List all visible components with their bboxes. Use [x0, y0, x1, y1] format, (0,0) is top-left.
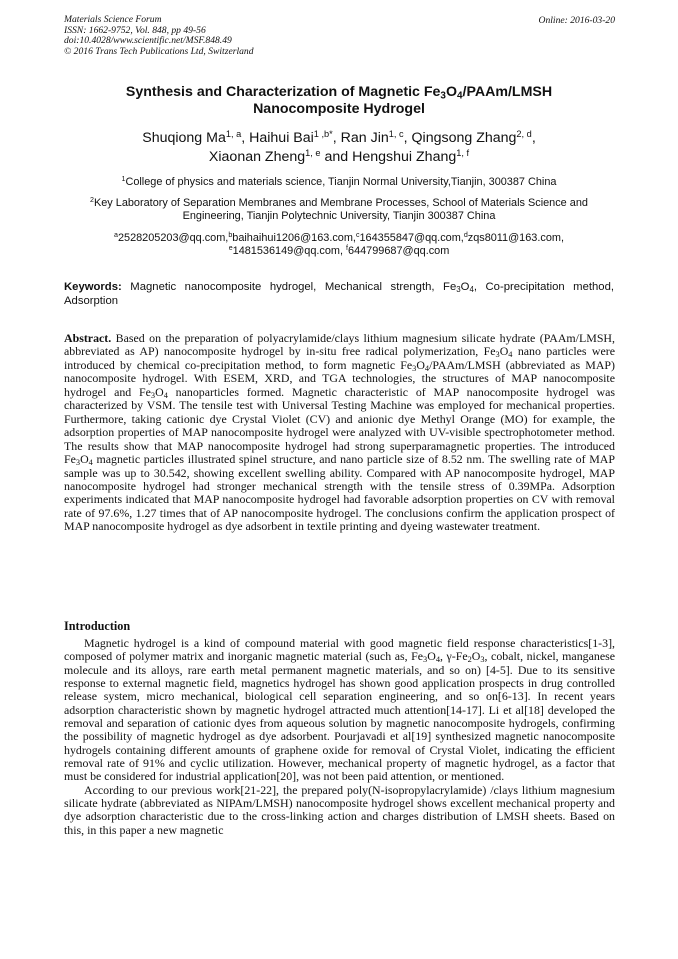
- paragraph: According to our previous work[21-22], the prepared poly(N-isopropylacrylamide) /clays lithium magnesium silicate hydrate (abbreviated as NIPAm/LMSH) nanocomposite hydrogel shows excellent mechanical property and dye adsorption characteristic due to the cross-linking action and charges distribution of LMSH sheets. Based on this, in this paper a new magnetic: [64, 782, 615, 837]
- issn-line: ISSN: 1662-9752, Vol. 848, pp 49-56: [64, 24, 206, 36]
- email-link[interactable]: 2528205203@qq.com,: [117, 232, 229, 244]
- introduction-body: [64, 637, 615, 837]
- abstract-label: Abstract.: [64, 331, 112, 345]
- author-list: Shuqiong Ma$^{1, a}$, Haihui Bai$^{1 ,b*}$, Ran Jin$^{1, c}$, Qingsong Zhang$^{2, d}$, Xiaonan Zheng$^{1, e}$ and Hengshui Zhang$^{1, f}$: [142, 128, 536, 165]
- copyright-line: © 2016 Trans Tech Publications Ltd, Switzerland: [64, 45, 254, 57]
- author-name: Xiaonan Zheng: [208, 149, 306, 165]
- keywords-block: Keywords: Magnetic nanocomposite hydrogel, Mechanical strength, $Fe_3O_4$, Co-precipitation method, Adsorption: [64, 281, 615, 307]
- author-name: Hengshui Zhang: [352, 149, 457, 165]
- author-name: Haihui Bai: [249, 130, 314, 146]
- journal-header: [64, 15, 254, 57]
- abstract-block: Abstract. Based on the preparation of polyacrylamide/clays lithium magnesium silicate hydrate (PAAm/LMSH, abbreviated as AP) nanocomposite hydrogel by in-situ free radical polymerization, $Fe_3O_4$ nano particles were introduced by chemical co-precipitation method, to form magnetic $Fe_3O_4/PAAm$/LMSH (abbreviated as MAP) nanocomposite hydrogel. With ESEM, XRD, and TGA technologies, the structures of MAP nanocomposite hydrogel and $Fe_3O_4$ nanoparticles formed. Magnetic characteristic of MAP nanocomposite hydrogel was characterized by VSM. The tensile test with Universal Testing Machine was employed for mechanical properties. Furthermore, taking cationic dye Crystal Violet (CV) and anionic dye Methyl Orange (MO) for example, the adsorption properties of MAP nanocomposite hydrogel were analyzed with UV-visible spectrophotometer method. The results show that MAP nanocomposite hydrogel had strong superparamagnetic properties. The introduced $Fe_3O_4$ magnetic particles illustrated spinel structure, and nano particle size of 8.52 nm. The swelling rate of MAP sample was up to 30.542, showing excellent swelling ability. Compared with AP nanocomposite hydrogel, MAP nanocomposite hydrogel had stronger mechanical strength with the tensile stress of 0.39MPa. Adsorption experiments indicated that MAP nanocomposite hydrogel had favorable adsorption properties on CV with removal rate of 97.6%, 1.27 times that of AP nanocomposite hydrogel. The conclusions confirm the application prospect of MAP nanocomposite hydrogel as dye adsorbent in textile printing and dyeing wastewater treatment.: [64, 331, 615, 534]
- author-name: Ran Jin: [340, 130, 389, 146]
- journal-name: Materials Science Forum: [64, 14, 162, 25]
- paper-title: Synthesis and Characterization of Magnetic $Fe_3O_4/PAAm$/LMSH Nanocomposite Hydrogel: [125, 84, 553, 117]
- affiliation-1: $^1$College of physics and materials science, Tianjin Normal University,Tianjin, 300387 China: [121, 175, 557, 188]
- author-emails: $^a$2528205203@qq.com,$^b$baihaihui1206@163.com,$^c$164355847@qq.com,$^d$zqs8011@163.com, $^e$1481536149@qq.com, $^f$644799687@qq.com: [114, 231, 564, 258]
- email-link[interactable]: 644799687@qq.com: [348, 245, 450, 258]
- paragraph: Magnetic hydrogel is a kind of compound material with good magnetic field response characteristics[1-3], composed of polymer matrix and inorganic magnetic material (such as, $Fe_3O_4$, $\gamma-Fe_2O_3$, cobalt, nickel, manganese molecule and its alloys, rare earth metal permanent magnetic materials, and so on) [4-5]. Due to its sensitive response to external magnetic field, magnetics hydrogel has shown good application prospects in drug controlled release system, micro mechanical, biological cell separation engineering, and so on[6-13]. In recent years adsorption characteristic shown by magnetic hydrogel attracted much attention[14-17]. Li et al[18] developed the removal and separation of cationic dyes from aqueous solution by magnetic nanocomposite hydrogels, confirming the possibility of magnetic hydrogel as dye adsorbent. Pourjavadi et al[19] synthesized magnetic nanocomposite hydrogels containing different amounts of graphene oxide for removal of Crystal Violet, indicating the efficient removal rate of 91% and cyclic utilization. However, mechanical property of magnetic hydrogel, as a factor that must be considered for industrial application[20], was not been paid attention, or mentioned.: [64, 636, 615, 784]
- email-link[interactable]: 164355847@qq.com,: [359, 232, 464, 244]
- affiliation-2: $^2$Key Laboratory of Separation Membranes and Membrane Processes, School of Materials Science and Engineering, Tianjin Polytechnic University, Tianjin 300387 China: [90, 196, 588, 223]
- section-heading-introduction: Introduction: [64, 619, 131, 633]
- online-date: Online: 2016-03-20: [538, 15, 615, 26]
- email-link[interactable]: baihaihui1206@163.com,: [232, 232, 356, 244]
- author-name: Qingsong Zhang: [411, 130, 517, 146]
- author-name: Shuqiong Ma: [142, 130, 226, 146]
- email-link[interactable]: zqs8011@163.com,: [467, 232, 564, 244]
- doi-line: doi:10.4028/www.scientific.net/MSF.848.49: [64, 35, 232, 47]
- email-link[interactable]: 1481536149@qq.com,: [232, 245, 344, 258]
- keywords-label: Keywords:: [64, 281, 122, 293]
